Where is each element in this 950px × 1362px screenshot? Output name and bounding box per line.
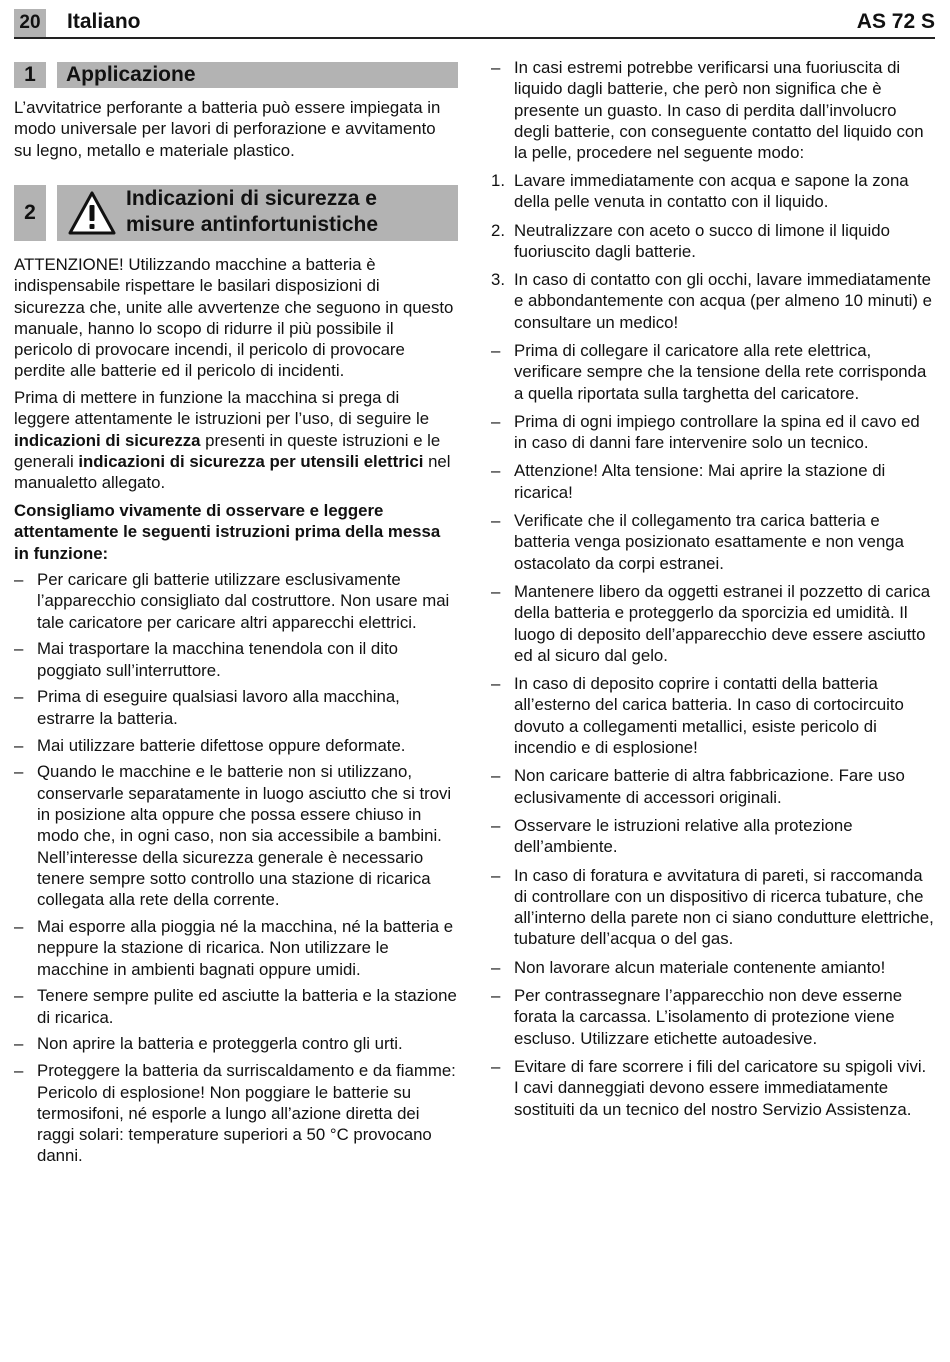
list-item-text: Non caricare batterie di altra fabbricazione. Fare uso eclusivamente di accessori originali. bbox=[514, 766, 905, 807]
list-item bbox=[491, 340, 935, 404]
dash-marker: – bbox=[14, 735, 24, 755]
list-item-text: In caso di deposito coprire i contatti della batteria all’esterno del carica batteria. In caso di cortocircuito dovuto a collegamenti metallici, esiste pericolo di incendio e di esplosione! bbox=[514, 674, 904, 758]
numbered-item-text: Lavare immediatamente con acqua e sapone la zona della pelle venuta in contatto con il liquido. bbox=[514, 171, 909, 212]
p2-text-e: nel manualetto allegato. bbox=[14, 451, 451, 493]
dash-marker: – bbox=[491, 957, 501, 977]
list-item bbox=[491, 1056, 935, 1120]
list-item-text: Non aprire la batteria e proteggerla contro gli urti. bbox=[37, 1034, 403, 1054]
section-1-heading bbox=[14, 62, 459, 88]
list-item bbox=[14, 916, 459, 980]
dash-marker: – bbox=[491, 815, 501, 835]
section-1-number: 1 bbox=[14, 62, 46, 88]
list-item bbox=[491, 581, 935, 666]
numbered-item bbox=[491, 170, 935, 213]
dash-marker: – bbox=[491, 1056, 501, 1076]
numbered-item bbox=[491, 269, 935, 333]
list-item bbox=[491, 673, 935, 758]
list-item-text: Mantenere libero da oggetti estranei il pozzetto di carica della batteria e proteggerlo da sporcizia ed umidità. Il luogo di deposito dell’apparecchio deve essere asciutto ed al sicuro dal gelo. bbox=[514, 581, 931, 665]
dash-marker: – bbox=[491, 411, 501, 431]
section-1-title-box bbox=[57, 62, 458, 88]
list-item bbox=[491, 510, 935, 574]
dash-marker: – bbox=[491, 865, 501, 885]
list-item-text: Mai utilizzare batterie difettose oppure deformate. bbox=[37, 735, 406, 755]
list-item bbox=[14, 761, 459, 910]
list-item-text: Per contrassegnare l’apparecchio non deve esserne forata la carcassa. L’isolamento di protezione viene escluso. Utilizzare etichette autoadesive. bbox=[514, 986, 903, 1048]
section-1-body: L’avvitatrice perforante a batteria può essere impiegata in modo universale per lavori di perforazione e avvitamento su legno, metallo e materiale plastico. bbox=[14, 98, 441, 160]
number-marker: 3. bbox=[491, 270, 505, 290]
number-marker: 2. bbox=[491, 220, 505, 240]
list-item bbox=[491, 460, 935, 503]
dash-marker: – bbox=[491, 341, 501, 360]
dash-marker: – bbox=[14, 916, 24, 936]
numbered-item-text: Neutralizzare con aceto o succo di limone il liquido fuoriuscito dagli batterie. bbox=[514, 220, 890, 261]
numbered-item bbox=[491, 220, 935, 263]
section-1-title: Applicazione bbox=[66, 63, 196, 86]
list-item-text: Proteggere la batteria da surriscaldamento e da fiamme: Pericolo di esplosione! Non poggiare le batterie su termosifoni, né esporle a lungo all’azione diretta dei raggi solari: temperature superiori a 50 °C provocano danni. bbox=[37, 1061, 456, 1166]
language-label: Italiano bbox=[67, 10, 141, 33]
list-item bbox=[491, 865, 935, 950]
p2-text-a: Prima di mettere in funzione la macchina si prega di leggere attentamente le istruzioni per l’uso, di seguire le bbox=[14, 388, 430, 429]
page-number: 20 bbox=[14, 9, 46, 37]
list-item-text: Non lavorare alcun materiale contenente amianto! bbox=[514, 957, 886, 977]
list-item-text: Attenzione! Alta tensione: Mai aprire la stazione di ricarica! bbox=[514, 461, 886, 502]
dash-marker: – bbox=[14, 986, 24, 1006]
list-item bbox=[491, 985, 935, 1049]
list-item-text: Verificate che il collegamento tra carica batteria e batteria venga posizionato esattamente e non venga ostacolato da corpi estranei. bbox=[514, 511, 904, 573]
attention-paragraph: ATTENZIONE! Utilizzando macchine a batteria è indispensabile rispettare le basilari disposizioni di sicurezza che, unite alle avvertenze che seguono in questo manuale, hanno lo scopo di ridurre il più possibile il pericolo di provocare incendi, il pericolo di provocare perdite alle batterie ed il pericolo di incidenti. bbox=[14, 255, 454, 381]
p2-text-c: presenti in queste istruzioni e le generali bbox=[14, 430, 441, 471]
dash-marker: – bbox=[14, 570, 24, 589]
list-item bbox=[491, 765, 935, 808]
dash-marker: – bbox=[491, 581, 501, 601]
numbered-item-text: In caso di contatto con gli occhi, lavare immediatamente e abbondantemente con acqua (per almeno 10 minuti) e consultare un medico! bbox=[514, 270, 932, 332]
list-item-text: Mai trasportare la macchina tenendola con il dito poggiato sull’interruttore. bbox=[37, 639, 398, 680]
list-item bbox=[491, 411, 935, 454]
dash-marker: – bbox=[491, 986, 501, 1006]
list-item-text: Prima di collegare il caricatore alla rete elettrica, verificare sempre che la tensione della rete corrisponda a quella riportata sulla targhetta del caricatore. bbox=[514, 341, 927, 403]
list-item-text: In caso di foratura e avvitatura di pareti, si raccomanda di controllare con un dispositivo di ricerca tubature, che all’interno della parete non ci siano condutture elettriche, tubature dell’acqua o del gas. bbox=[514, 865, 934, 949]
bold-intro: Consigliamo vivamente di osservare e leggere attentamente le seguenti istruzioni prima della messa in funzione: bbox=[14, 501, 441, 563]
list-item-text: Tenere sempre pulite ed asciutte la batteria e la stazione di ricarica. bbox=[37, 986, 457, 1027]
warning-triangle-icon bbox=[68, 191, 116, 235]
list-item-text: Evitare di fare scorrere i fili del caricatore su spigoli vivi. I cavi danneggiati devono essere immediatamente sostituiti da un tecnico del nostro Servizio Assistenza. bbox=[514, 1056, 927, 1119]
p2-bold-tools-safety: indicazioni di sicurezza per utensili elettrici bbox=[78, 451, 424, 471]
dash-marker: – bbox=[491, 461, 501, 481]
dash-marker: – bbox=[491, 511, 501, 531]
section-2-heading bbox=[14, 185, 459, 241]
model-label: AS 72 S bbox=[856, 10, 935, 33]
list-item-text: In casi estremi potrebbe verificarsi una fuoriuscita di liquido dagli batterie, che però non significa che è presente un guasto. In caso di perdita dall’involucro degli batterie, con conseguente contatto del liquido con la pelle, procedere nel seguente modo: bbox=[514, 58, 924, 163]
list-item-text: Per caricare gli batterie utilizzare esclusivamente l’apparecchio consigliato dal costruttore. Non usare mai tale caricatore per caricare altri apparecchi elettrici. bbox=[37, 570, 450, 632]
list-item-text: Prima di eseguire qualsiasi lavoro alla macchina, estrarre la batteria. bbox=[37, 687, 400, 728]
list-item-text: Osservare le istruzioni relative alla protezione dell’ambiente. bbox=[514, 815, 853, 857]
numbered-list bbox=[491, 170, 935, 340]
list-item bbox=[14, 686, 459, 729]
list-item bbox=[491, 57, 935, 163]
list-item-text: Mai esporre alla pioggia né la macchina, né la batteria e neppure la stazione di ricarica. Non utilizzare le macchine in ambienti bagnati oppure umidi. bbox=[37, 916, 454, 979]
dash-marker: – bbox=[14, 687, 24, 707]
section-2-number: 2 bbox=[14, 185, 46, 241]
right-dash-list bbox=[491, 340, 935, 1127]
dash-marker: – bbox=[491, 766, 501, 786]
section-2-title-line-2: misure antinfortunistiche bbox=[126, 213, 379, 236]
instructions-paragraph bbox=[14, 387, 459, 493]
dash-marker: – bbox=[14, 639, 24, 659]
dash-marker: – bbox=[14, 1034, 24, 1054]
section-2-title-line-1: Indicazioni di sicurezza e bbox=[126, 187, 377, 210]
list-item bbox=[14, 1033, 459, 1054]
dash-marker: – bbox=[14, 762, 24, 782]
page-header bbox=[14, 6, 935, 39]
number-marker: 1. bbox=[491, 171, 505, 190]
left-dash-list bbox=[14, 569, 459, 1172]
list-item bbox=[491, 815, 935, 858]
list-item bbox=[14, 1060, 459, 1166]
p2-bold-safety: indicazioni di sicurezza bbox=[14, 430, 201, 450]
list-item-text: Quando le macchine e le batterie non si utilizzano, conservarle separatamente in luogo asciutto che si trovi in posizione alta oppure che possa essere chiuso in modo che, in ogni caso, non sia accessibile a bambini. Nell’interesse della sicurezza generale è necessario tenere sempre sotto controllo una stazione di ricarica collegata alla rete della corrente. bbox=[37, 762, 452, 910]
dash-marker: – bbox=[491, 674, 501, 694]
list-item bbox=[14, 569, 459, 633]
dash-marker: – bbox=[14, 1061, 24, 1081]
list-item bbox=[14, 638, 459, 681]
dash-marker: – bbox=[491, 58, 501, 77]
list-item-text: Prima di ogni impiego controllare la spina ed il cavo ed in caso di danni fare intervenire solo un tecnico. bbox=[514, 411, 920, 453]
list-item bbox=[14, 985, 459, 1028]
list-item bbox=[491, 957, 935, 978]
section-2-title-box bbox=[57, 185, 458, 241]
list-item bbox=[14, 735, 459, 756]
